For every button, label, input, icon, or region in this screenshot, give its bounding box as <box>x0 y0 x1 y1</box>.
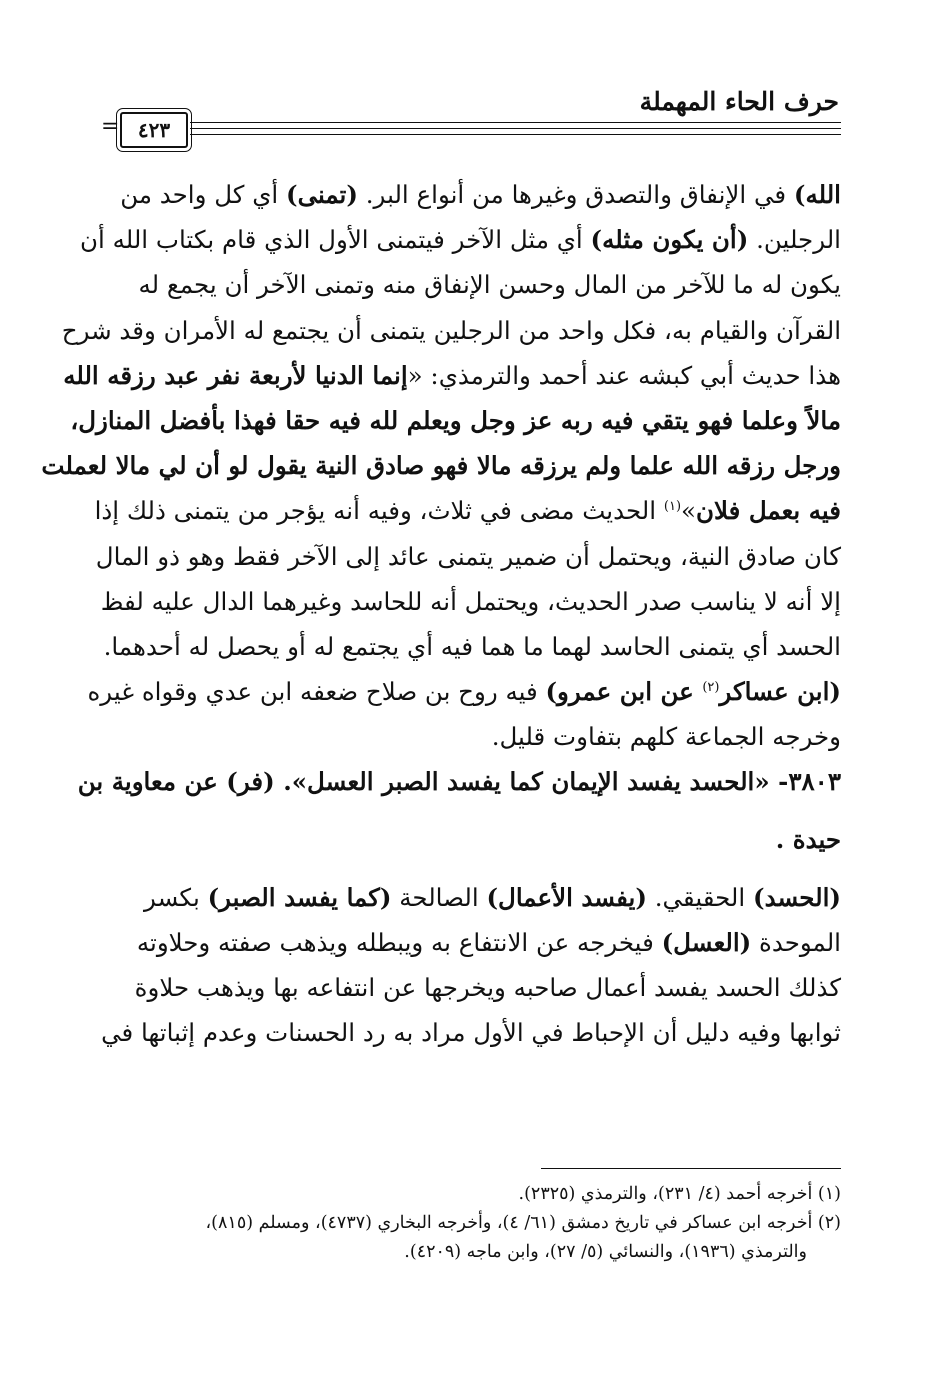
text-line <box>94 488 841 533</box>
text-line: الحسد أي يتمنى الحاسد لهما ما هما فيه أي يجتمع له أو يحصل له أحدهما. <box>103 631 841 661</box>
text-line: كان صادق النية، ويحتمل أن ضمير يتمنى عائد إلى الآخر فقط وهو ذو المال <box>95 541 841 571</box>
text-line: يكون له ما للآخر من المال وحسن الإنفاق منه وتمنى الآخر أن يجمع له <box>138 270 841 300</box>
text-run: فيخرجه عن الانتفاع به ويبطله ويذهب صفته وحلاوته <box>136 927 662 957</box>
header-rule <box>190 128 841 129</box>
hadith-entry-heading: ٣٨٠٣- «الحسد يفسد الإيمان كما يفسد الصبر العسل». (فر) عن معاوية بن <box>77 767 841 797</box>
text-line <box>106 172 841 217</box>
footnote-separator <box>541 1168 841 1169</box>
hadith-text: إنما الدنيا لأربعة نفر عبد رزقه الله <box>63 360 408 390</box>
footnote-ref[interactable]: (٢) <box>702 679 720 695</box>
main-text <box>41 172 841 1055</box>
bold-term: (تمنى) <box>285 180 358 209</box>
footnote-ref[interactable]: (١) <box>663 499 682 515</box>
text-line: كذلك الحسد يفسد أعمال صاحبه ويخرجها عن انتفاعه بها ويذهب حلاوة <box>134 973 841 1002</box>
bold-term: (العسل) <box>661 927 752 957</box>
bold-term: (كما يفسد الصبر) <box>207 882 392 912</box>
footnote-2: (٢) أخرجه ابن عساكر في تاريخ دمشق (٦١/ ٤)، وأخرجه البخاري (٤٧٣٧)، ومسلم (٨١٥)، <box>205 1213 841 1233</box>
bold-term: (ابن عساكر <box>719 677 841 707</box>
hadith-entry-heading: حيدة . <box>775 824 841 854</box>
text-line <box>106 875 841 920</box>
header-rule <box>190 122 841 123</box>
page-number: ٤٢٣ <box>120 112 188 148</box>
hadith-line: ورجل رزقه الله علما ولم يرزقه مالا فهو صادق النية يقول لو أن لي مالا لعملت <box>41 451 841 481</box>
hadith-line: مالاً وعلما فهو يتقي فيه ربه عز وجل ويعلم لله فيه حقا فهذا بأفضل المنازل، <box>70 405 841 435</box>
bold-term: الله) <box>793 180 841 209</box>
text-run: أي كل واحد من <box>120 180 286 209</box>
footnote-2-continued: والترمذي (١٩٣٦)، والنسائي (٥/ ٢٧)، وابن ماجه (٤٢٠٩). <box>404 1242 807 1262</box>
text-run: هذا حديث أبي كبشه عند أحمد والترمذي: « <box>407 360 841 390</box>
text-line <box>63 353 841 398</box>
text-run: فيه روح بن صلاح ضعفه ابن عدي وقواه غيره <box>87 677 546 707</box>
text-line: إلا أنه لا يناسب صدر الحديث، ويحتمل أنه للحاسد وغيرهما الدال عليه لفظ <box>100 586 841 616</box>
bold-term: (يفسد الأعمال) <box>486 882 647 912</box>
text-run: الموحدة <box>751 927 841 957</box>
text-run: في الإنفاق والتصدق وغيرها من أنواع البر. <box>357 180 794 209</box>
hadith-text: فيه بعمل فلان <box>696 496 841 526</box>
text-run: » <box>681 496 697 526</box>
bold-term: عن ابن عمرو) <box>545 677 703 707</box>
footnote-1: (١) أخرجه أحمد (٤/ ٢٣١)، والترمذي (٢٣٢٥). <box>518 1184 841 1204</box>
running-header-title: حرف الحاء المهملة <box>639 87 839 116</box>
text-line: وخرجه الجماعة كلهم بتفاوت قليل. <box>491 722 841 752</box>
text-run: أي مثل الآخر فيتمنى الأول الذي قام بكتاب الله أن <box>80 225 591 255</box>
page-number-ornament: = <box>101 114 120 139</box>
bold-term: (أن يكون مثله) <box>590 225 749 255</box>
footnotes <box>101 1180 841 1267</box>
text-line <box>106 920 841 965</box>
text-line <box>80 217 841 262</box>
text-line <box>87 669 841 714</box>
header-rule <box>190 134 841 135</box>
text-run: بكسر <box>144 882 208 912</box>
text-line: القرآن والقيام به، فكل واحد من الرجلين يتمنى أن يجتمع له الأمران وقد شرح <box>61 315 841 345</box>
text-run: الحقيقي. <box>646 882 753 912</box>
bold-term: (الحسد) <box>753 882 841 912</box>
text-run: الرجلين. <box>748 225 841 255</box>
text-line: ثوابها وفيه دليل أن الإحباط في الأول مراد به رد الحسنات وعدم إثباتها في <box>101 1018 841 1048</box>
text-run: الحديث مضى في ثلاث، وفيه أنه يؤجر من يتمنى ذلك إذا <box>94 496 664 526</box>
text-run: الصالحة <box>391 882 487 912</box>
